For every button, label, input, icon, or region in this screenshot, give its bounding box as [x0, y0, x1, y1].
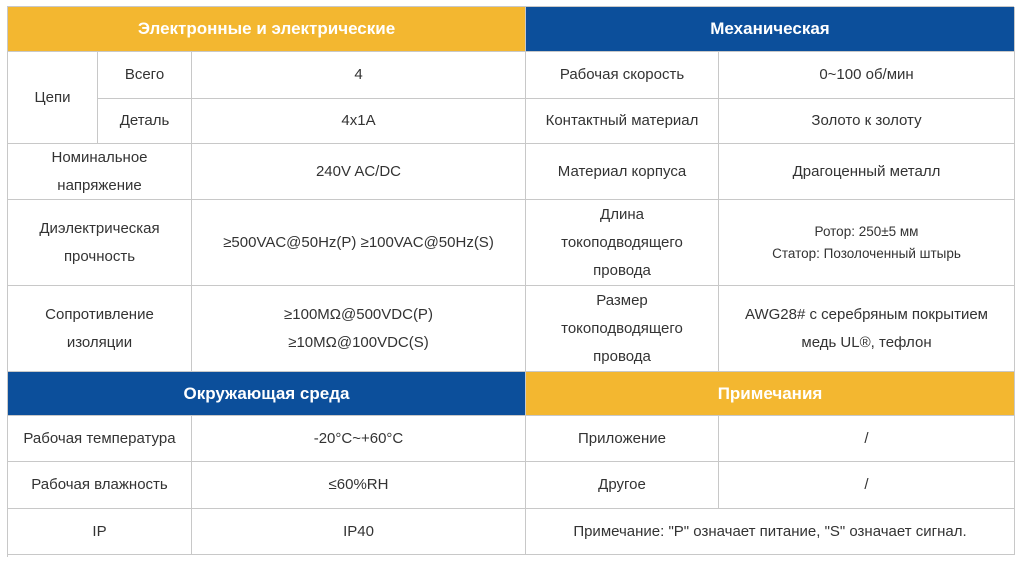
application-value-text: /: [864, 429, 869, 447]
housing-value: [719, 144, 1015, 200]
contact-label-text: Контактный материал: [545, 112, 699, 129]
header-mechanical-text: Механическая: [710, 19, 830, 38]
lead-length-value-line-1: Ротор: 250±5 мм: [814, 223, 919, 239]
total-value: [192, 52, 526, 99]
insulation-value: [192, 286, 526, 372]
lead-length-value-line-2: Статор: Позолоченный штырь: [772, 245, 961, 261]
lead-size-value-line-1: AWG28# с серебряным покрытием: [745, 305, 988, 323]
voltage-value: [192, 144, 526, 200]
detail-value: [192, 99, 526, 144]
humidity-label: [8, 462, 192, 509]
header-electrical-text: Электронные и электрические: [137, 19, 396, 38]
insulation-value-line-1: ≥100MΩ@500VDC(P): [284, 305, 433, 323]
dielectric-value: [192, 200, 526, 286]
dielectric-label-line-2: прочность: [63, 247, 136, 265]
humidity-value: [192, 462, 526, 509]
speed-value: [719, 52, 1015, 99]
speed-label-text: Рабочая скорость: [559, 66, 685, 83]
ip-value-text: IP40: [343, 522, 374, 540]
note-text: [526, 509, 1015, 555]
circuits-label-text: Цепи: [34, 88, 71, 106]
header-notes-text: Примечания: [717, 383, 823, 403]
detail-label-text: Деталь: [119, 112, 170, 129]
contact-value: [719, 99, 1015, 144]
application-label: [526, 416, 719, 462]
detail-value-text: 4x1A: [341, 112, 376, 129]
other-value-text: /: [864, 476, 869, 493]
voltage-value-text: 240V AC/DC: [315, 162, 402, 180]
temp-label: [8, 416, 192, 462]
insulation-label-line-1: Сопротивление: [45, 305, 154, 323]
housing-value-text: Драгоценный металл: [792, 162, 941, 180]
lead-length-value: [719, 200, 1015, 286]
application-value: [719, 416, 1015, 462]
other-label: [526, 462, 719, 509]
header-notes: [526, 372, 1015, 416]
temp-value-text: -20°C~+60°C: [313, 429, 404, 447]
housing-label-text: Материал корпуса: [557, 162, 687, 180]
lead-size-label-line-2: токоподводящего: [561, 319, 683, 337]
lead-size-label: [526, 286, 719, 372]
detail-label: [98, 99, 192, 144]
header-environment: [8, 372, 526, 416]
header-mechanical: [526, 7, 1015, 52]
lead-size-label-line-3: провода: [593, 347, 651, 365]
housing-label: [526, 144, 719, 200]
lead-length-label: [526, 200, 719, 286]
total-value-text: 4: [354, 66, 363, 83]
voltage-label-line-1: Номинальное: [51, 148, 148, 166]
total-label: [98, 52, 192, 99]
humidity-value-text: ≤60%RH: [328, 476, 389, 493]
circuits-label: [8, 52, 98, 144]
humidity-label-text: Рабочая влажность: [31, 476, 168, 493]
ip-label: [8, 509, 192, 555]
contact-label: [526, 99, 719, 144]
speed-label: [526, 52, 719, 99]
dielectric-value-text: ≥500VAC@50Hz(P) ≥100VAC@50Hz(S): [223, 233, 494, 251]
insulation-label: [8, 286, 192, 372]
other-label-text: Другое: [598, 476, 646, 493]
voltage-label: [8, 144, 192, 200]
application-label-text: Приложение: [578, 429, 666, 447]
spec-table: [7, 6, 1014, 557]
header-environment-text: Окружающая среда: [183, 383, 350, 403]
note-text-content: Примечание: "P" означает питание, "S" означает сигнал.: [573, 522, 967, 540]
dielectric-label: [8, 200, 192, 286]
ip-label-text: IP: [92, 522, 107, 540]
lead-length-label-line-1: Длина: [600, 205, 644, 223]
lead-length-label-line-3: провода: [593, 261, 651, 279]
temp-label-text: Рабочая температура: [23, 429, 176, 447]
spec-table-wrapper: [7, 6, 1014, 557]
lead-size-value-line-2: медь UL®, тефлон: [801, 333, 932, 351]
lead-length-label-line-2: токоподводящего: [561, 233, 683, 251]
header-electrical: [8, 7, 526, 52]
insulation-value-line-2: ≥10MΩ@100VDC(S): [288, 333, 429, 351]
ip-value: [192, 509, 526, 555]
dielectric-label-line-1: Диэлектрическая: [39, 219, 160, 237]
contact-value-text: Золото к золоту: [811, 112, 922, 129]
other-value: [719, 462, 1015, 509]
insulation-label-line-2: изоляции: [66, 333, 133, 351]
lead-size-label-line-1: Размер: [596, 291, 648, 309]
temp-value: [192, 416, 526, 462]
lead-size-value: [719, 286, 1015, 372]
speed-value-text: 0~100 об/мин: [819, 66, 914, 83]
total-label-text: Всего: [124, 66, 165, 83]
voltage-label-line-2: напряжение: [57, 176, 142, 194]
